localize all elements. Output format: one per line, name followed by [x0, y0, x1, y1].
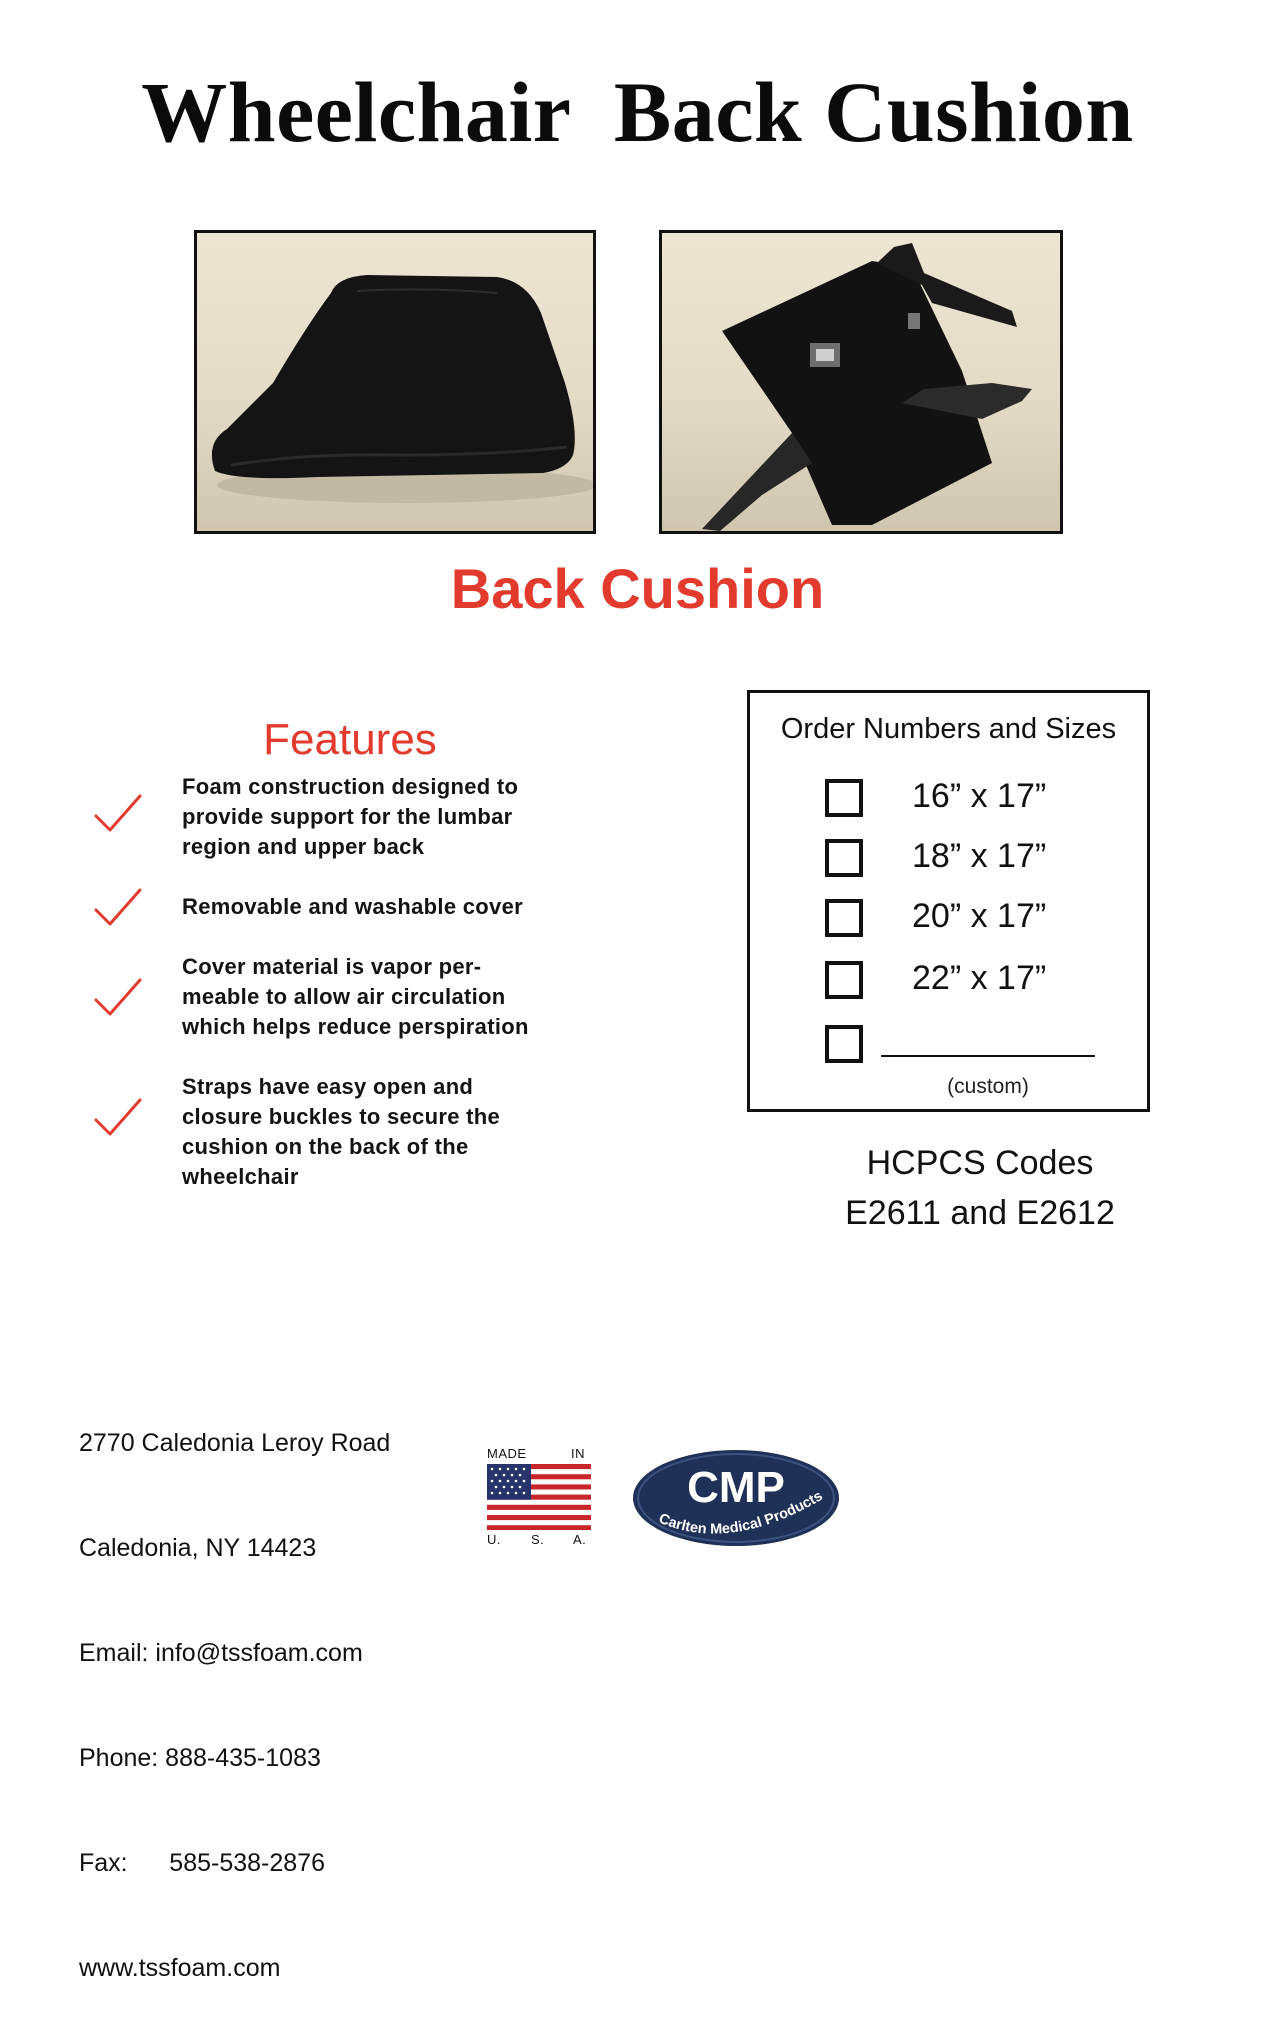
phone: Phone: 888-435-1083	[79, 1744, 321, 1772]
feature-line: Removable and washable cover	[182, 894, 523, 919]
product-subtitle: Back Cushion	[450, 557, 825, 620]
usa-letter: A.	[573, 1532, 587, 1547]
size-checkbox[interactable]	[825, 899, 863, 937]
order-form	[747, 690, 1150, 1112]
custom-label: (custom)	[947, 1075, 1029, 1098]
checkmark-icon	[94, 978, 142, 1018]
size-checkbox[interactable]	[825, 779, 863, 817]
size-label: 16” x 17”	[912, 777, 1047, 815]
fax: Fax: 585-538-2876	[79, 1849, 325, 1877]
cmp-initials: CMP	[687, 1463, 785, 1512]
size-checkbox[interactable]	[825, 961, 863, 999]
hcpcs-heading: HCPCS Codes	[866, 1144, 1094, 1182]
size-option	[750, 957, 1147, 1005]
feature-line: wheelchair	[182, 1164, 299, 1189]
checkmark-icon	[94, 888, 142, 928]
city-state-zip: Caledonia, NY 14423	[79, 1534, 317, 1562]
feature-line: cushion on the back of the	[182, 1134, 469, 1159]
custom-size-field[interactable]	[881, 1055, 1095, 1057]
page-title: Wheelchair Back Cushion	[141, 64, 1134, 160]
contact-info	[79, 1356, 390, 2021]
size-option	[750, 835, 1147, 883]
order-title: Order Numbers and Sizes	[780, 713, 1117, 745]
cushion-photo-straps	[659, 230, 1063, 534]
feature-line: meable to allow air circulation	[182, 984, 506, 1009]
feature-line: closure buckles to secure the	[182, 1104, 501, 1129]
street-address: 2770 Caledonia Leroy Road	[79, 1429, 391, 1457]
usa-flag-icon	[487, 1464, 591, 1530]
size-label: 18” x 17”	[912, 837, 1047, 875]
in-label: IN	[571, 1446, 585, 1461]
size-option	[750, 775, 1147, 823]
size-checkbox[interactable]	[825, 839, 863, 877]
feature-line: Cover material is vapor per-	[182, 954, 482, 979]
size-option-custom	[750, 1021, 1147, 1069]
made-in-usa-badge	[485, 1446, 595, 1546]
hcpcs-values: E2611 and E2612	[845, 1194, 1115, 1232]
made-label: MADE	[487, 1446, 527, 1461]
website: www.tssfoam.com	[79, 1954, 281, 1982]
feature-line: Straps have easy open and	[182, 1074, 474, 1099]
cmp-name: Carlten Medical Products	[656, 1488, 826, 1538]
usa-letter: U.	[487, 1532, 501, 1547]
checkmark-icon	[94, 1098, 142, 1138]
feature-line: which helps reduce perspiration	[182, 1014, 529, 1039]
size-label: 22” x 17”	[912, 959, 1047, 997]
checkmark-icon	[94, 794, 142, 834]
cmp-logo	[630, 1447, 842, 1549]
size-option	[750, 895, 1147, 943]
features-heading: Features	[263, 715, 437, 764]
feature-line: provide support for the lumbar	[182, 804, 513, 829]
feature-line: Foam construction designed to	[182, 774, 519, 799]
hcpcs-codes	[780, 1138, 1180, 1238]
cushion-photo-side	[194, 230, 596, 534]
usa-letter: S.	[531, 1532, 545, 1547]
feature-line: region and upper back	[182, 834, 425, 859]
custom-size-checkbox[interactable]	[825, 1025, 863, 1063]
size-label: 20” x 17”	[912, 897, 1047, 935]
email: Email: info@tssfoam.com	[79, 1639, 363, 1667]
